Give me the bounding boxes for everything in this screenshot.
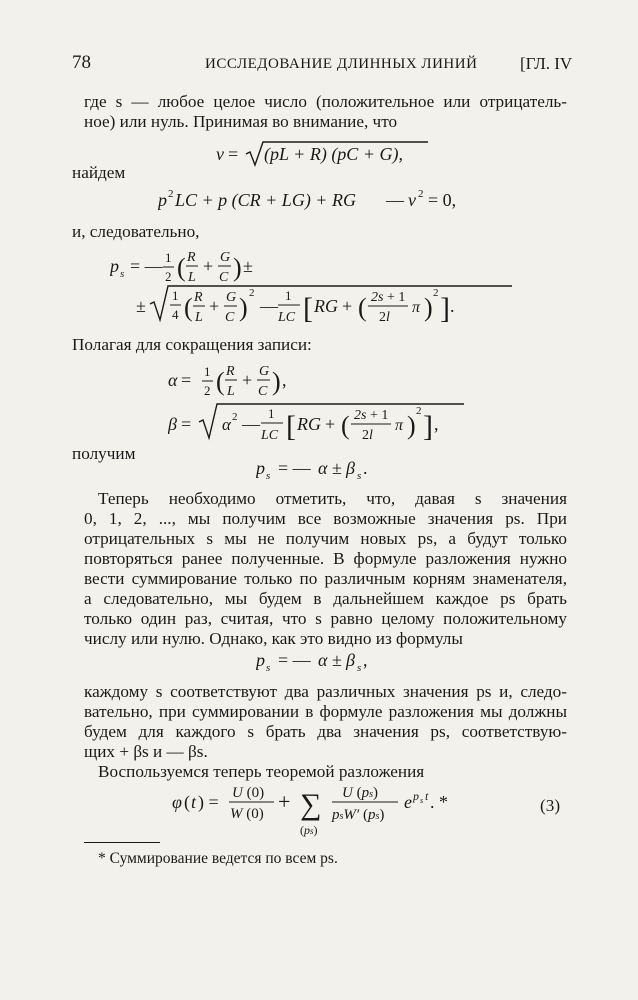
- svg-text:RG: RG: [297, 414, 321, 434]
- svg-text:]: ]: [440, 292, 450, 325]
- svg-text:s: s: [357, 470, 362, 482]
- svg-text:(: (: [358, 293, 367, 322]
- svg-text:(: (: [177, 253, 186, 282]
- svg-text:2: 2: [416, 405, 422, 417]
- svg-text:): ): [407, 411, 416, 440]
- svg-text:±: ±: [136, 296, 146, 316]
- svg-text:psW′ (ps): psW′ (ps): [332, 807, 385, 823]
- svg-text:1: 1: [285, 288, 292, 303]
- svg-text:(: (: [184, 792, 190, 812]
- text-line: ное) или нуль. Принимая во внимание, что: [84, 112, 398, 131]
- svg-text:(ps): (ps): [300, 823, 318, 837]
- svg-text:π: π: [395, 417, 404, 434]
- paragraph-line: щих + βs и — βs.: [84, 742, 208, 761]
- svg-text:W (0): W (0): [230, 806, 264, 822]
- svg-text:2l: 2l: [362, 428, 373, 443]
- svg-text:= —: = —: [278, 650, 311, 670]
- svg-text:,: ,: [363, 650, 368, 670]
- svg-text:α: α: [168, 370, 178, 390]
- svg-text:=: =: [181, 370, 192, 390]
- svg-text:1: 1: [268, 406, 275, 421]
- svg-text:s: s: [357, 662, 362, 674]
- svg-text:.: .: [363, 458, 368, 478]
- svg-text:) =: ) =: [198, 792, 219, 812]
- svg-text:G: G: [226, 290, 237, 305]
- equation-expansion: [172, 778, 472, 838]
- paragraph-line: отрицательных s мы не получим новых ps, а будут только: [84, 529, 567, 548]
- svg-text:s: s: [120, 268, 125, 280]
- paragraph-line: а следовательно, мы будем в дальнейшем каждое ps брать: [84, 589, 567, 608]
- paragraph-line: вести суммирование только по различным корням знаменателя,: [84, 569, 567, 588]
- paragraph-line: каждому s соответствуют два различных значения ps и, следо-: [84, 682, 567, 701]
- svg-text:,: ,: [282, 370, 287, 390]
- svg-text:p: p: [110, 256, 119, 276]
- svg-text:+: +: [325, 414, 336, 434]
- svg-text:2s + 1: 2s + 1: [354, 408, 389, 423]
- svg-text:RG: RG: [314, 296, 338, 316]
- svg-text:—: —: [242, 414, 260, 434]
- svg-text:ν: ν: [216, 144, 224, 164]
- svg-text:L: L: [195, 310, 203, 325]
- svg-text:2s + 1: 2s + 1: [371, 290, 406, 305]
- svg-text:p: p: [256, 458, 265, 478]
- svg-text:β: β: [346, 458, 355, 478]
- svg-text:(: (: [341, 411, 350, 440]
- svg-text:= —: = —: [278, 458, 311, 478]
- svg-text:R: R: [226, 364, 235, 379]
- svg-text:R: R: [187, 250, 196, 265]
- svg-text:p: p: [413, 789, 419, 803]
- paragraph-line: Теперь необходимо отметить, что, давая s значения: [98, 489, 567, 508]
- svg-text:): ): [233, 253, 242, 282]
- svg-text:+: +: [242, 370, 253, 390]
- svg-text:2: 2: [249, 287, 255, 299]
- paragraph-line: Воспользуемся теперь теоремой разложения: [98, 762, 425, 781]
- svg-text:[: [: [286, 410, 296, 443]
- svg-text:=: =: [181, 414, 192, 434]
- svg-text:t: t: [425, 789, 429, 803]
- svg-text:[: [: [303, 292, 313, 325]
- svg-text:2l: 2l: [379, 310, 390, 325]
- svg-text:2: 2: [204, 383, 211, 398]
- equation-characteristic: [158, 186, 498, 216]
- equation-number: (3): [540, 796, 561, 815]
- svg-text:U (ps): U (ps): [342, 785, 378, 801]
- svg-text:(: (: [184, 293, 193, 322]
- svg-text:G: G: [259, 364, 270, 379]
- footnote: * Суммирование ведется по всем ps.: [98, 850, 338, 867]
- svg-text:s: s: [266, 470, 271, 482]
- svg-text:s: s: [420, 796, 424, 805]
- svg-text:+: +: [203, 256, 214, 276]
- svg-text:+: +: [209, 296, 220, 316]
- svg-text:+: +: [278, 789, 291, 814]
- svg-text:.: .: [450, 296, 455, 316]
- text-line: где s — любое целое число (положительное или отрицатель-: [84, 92, 567, 111]
- svg-text:s: s: [266, 662, 271, 674]
- paragraph-line: 0, 1, 2, ..., мы получим все возможные значения ps. При: [84, 509, 567, 528]
- svg-text:C: C: [219, 270, 229, 285]
- equation-ps-short: [256, 456, 436, 484]
- svg-text:=: =: [228, 144, 239, 164]
- svg-text:= 0,: = 0,: [428, 190, 457, 210]
- svg-text:±: ±: [332, 458, 342, 478]
- svg-text:1: 1: [165, 250, 172, 265]
- svg-text:±: ±: [332, 650, 342, 670]
- svg-text:]: ]: [423, 410, 433, 443]
- svg-text:β: β: [346, 650, 355, 670]
- svg-text:e: e: [404, 792, 412, 812]
- label-denote: Полагая для сокращения записи:: [72, 335, 312, 354]
- svg-text:): ): [239, 293, 248, 322]
- svg-text:C: C: [225, 310, 235, 325]
- svg-text:. *: . *: [430, 792, 448, 812]
- svg-text:(: (: [216, 367, 225, 396]
- svg-text:t: t: [191, 792, 197, 812]
- equation-alpha-beta: [168, 358, 508, 448]
- svg-text:,: ,: [434, 414, 439, 434]
- svg-text:p: p: [158, 190, 167, 210]
- label-found: найдем: [72, 163, 126, 182]
- svg-text:2: 2: [418, 188, 424, 200]
- svg-text:= —: = —: [130, 256, 163, 276]
- svg-text:R: R: [194, 290, 203, 305]
- paragraph-line: только один раз, считая, что s равно целому положительному: [84, 609, 567, 628]
- svg-text:1: 1: [172, 288, 179, 303]
- svg-text:): ): [272, 367, 281, 396]
- svg-text:(pL + R) (pC + G),: (pL + R) (pC + G),: [264, 144, 403, 164]
- svg-text:ν: ν: [408, 190, 416, 210]
- svg-text:p: p: [256, 650, 265, 670]
- svg-text:1: 1: [204, 364, 211, 379]
- svg-text:β: β: [168, 414, 177, 434]
- equation-ps-repeat: [256, 648, 436, 676]
- paragraph-line: повторяться ранее полученные. В формуле разложения нужно: [84, 549, 567, 568]
- footnote-separator: [84, 842, 160, 843]
- svg-text:LC: LC: [278, 310, 296, 325]
- svg-text:LC: LC: [261, 428, 279, 443]
- svg-text:): ): [424, 293, 433, 322]
- equation-nu: [214, 138, 474, 170]
- svg-text:α: α: [222, 415, 231, 434]
- chapter-label: [ГЛ. IV: [520, 54, 573, 73]
- svg-text:+: +: [342, 296, 353, 316]
- svg-text:2: 2: [433, 287, 439, 299]
- svg-text:2: 2: [165, 269, 172, 284]
- svg-text:±: ±: [243, 256, 253, 276]
- svg-text:α: α: [318, 458, 328, 478]
- svg-text:—: —: [260, 296, 278, 316]
- paragraph-line: вательно, при суммировании в формуле разложения мы должны: [84, 702, 567, 721]
- svg-text:2: 2: [232, 411, 238, 423]
- svg-text:4: 4: [172, 307, 179, 322]
- svg-text:∑: ∑: [300, 788, 322, 821]
- svg-text:φ: φ: [172, 792, 182, 812]
- label-therefore: и, следовательно,: [72, 222, 200, 241]
- svg-text:G: G: [220, 250, 231, 265]
- svg-text:L: L: [227, 384, 235, 399]
- svg-text:—: —: [386, 190, 404, 210]
- svg-text:U (0): U (0): [232, 785, 265, 801]
- svg-text:α: α: [318, 650, 328, 670]
- paragraph-line: будем для каждого s брать два значения ps, соответствую-: [84, 722, 567, 741]
- label-get: получим: [72, 444, 136, 463]
- svg-text:2: 2: [168, 188, 174, 200]
- svg-text:π: π: [412, 299, 421, 316]
- svg-text:L: L: [188, 270, 196, 285]
- svg-text:C: C: [258, 384, 268, 399]
- running-title: ИССЛЕДОВАНИЕ ДЛИННЫХ ЛИНИЙ: [205, 56, 478, 72]
- svg-text:LC + p (CR + LG) + RG: LC + p (CR + LG) + RG: [175, 190, 356, 210]
- page-number: 78: [72, 52, 91, 73]
- equation-ps-full: [110, 244, 530, 334]
- paragraph-line: числу или нулю. Однако, как это видно из формулы: [84, 629, 463, 648]
